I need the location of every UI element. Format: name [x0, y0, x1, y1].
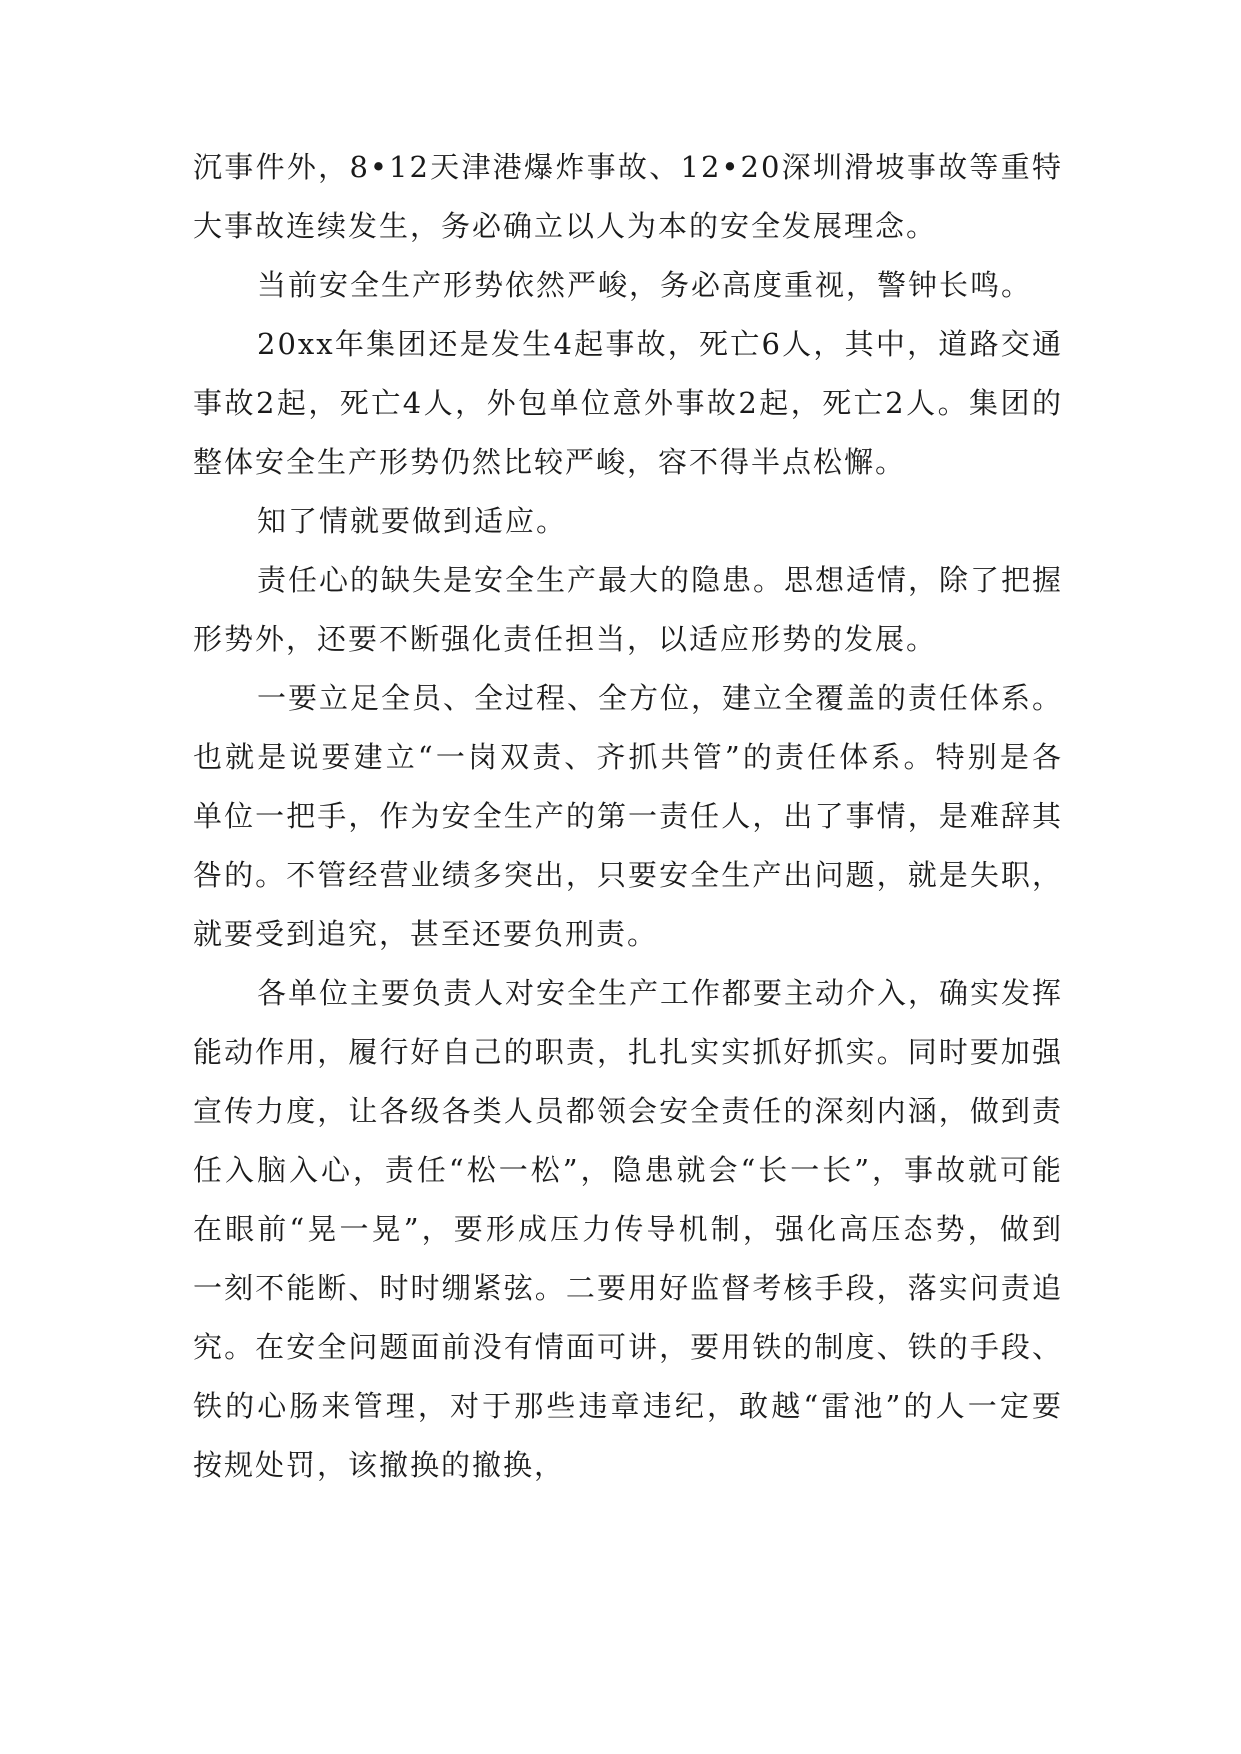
- paragraph-2: 当前安全生产形势依然严峻，务必高度重视，警钟长鸣。: [257, 268, 1033, 302]
- paragraph-6: 一要立足全员、全过程、全方位，建立全覆盖的责任体系。也就是说要建立“一岗双责、齐抓共管”的责任体系。特别是各单位一把手，作为安全生产的第一责任人，出了事情，是难辞其咎的。不管经营业绩多突出，只要安全生产出问题，就是失职，就要受到追究，甚至还要负刑责。: [193, 681, 1064, 951]
- paragraph-1: 沉事件外，8•12天津港爆炸事故、12•20深圳滑坡事故等重特大事故连续发生，务必确立以人为本的安全发展理念。: [193, 150, 1063, 243]
- document-body: [193, 138, 1063, 1495]
- paragraph-3: 20xx年集团还是发生4起事故，死亡6人，其中，道路交通事故2起，死亡4人，外包单位意外事故2起，死亡2人。集团的整体安全生产形势仍然比较严峻，容不得半点松懈。: [193, 327, 1063, 479]
- paragraph-5: 责任心的缺失是安全生产最大的隐患。思想适情，除了把握形势外，还要不断强化责任担当，以适应形势的发展。: [193, 563, 1064, 656]
- paragraph-7: 各单位主要负责人对安全生产工作都要主动介入，确实发挥能动作用，履行好自己的职责，扎扎实实抓好抓实。同时要加强宣传力度，让各级各类人员都领会安全责任的深刻内涵，做到责任入脑入心，责任“松一松”，隐患就会“长一长”，事故就可能在眼前“晃一晃”，要形成压力传导机制，强化高压态势，做到一刻不能断、时时绷紧弦。二要用好监督考核手段，落实问责追究。在安全问题面前没有情面可讲，要用铁的制度、铁的手段、铁的心肠来管理，对于那些违章违纪，敢越“雷池”的人一定要按规处罚，该撤换的撤换，: [193, 976, 1064, 1482]
- paragraph-4: 知了情就要做到适应。: [257, 504, 568, 538]
